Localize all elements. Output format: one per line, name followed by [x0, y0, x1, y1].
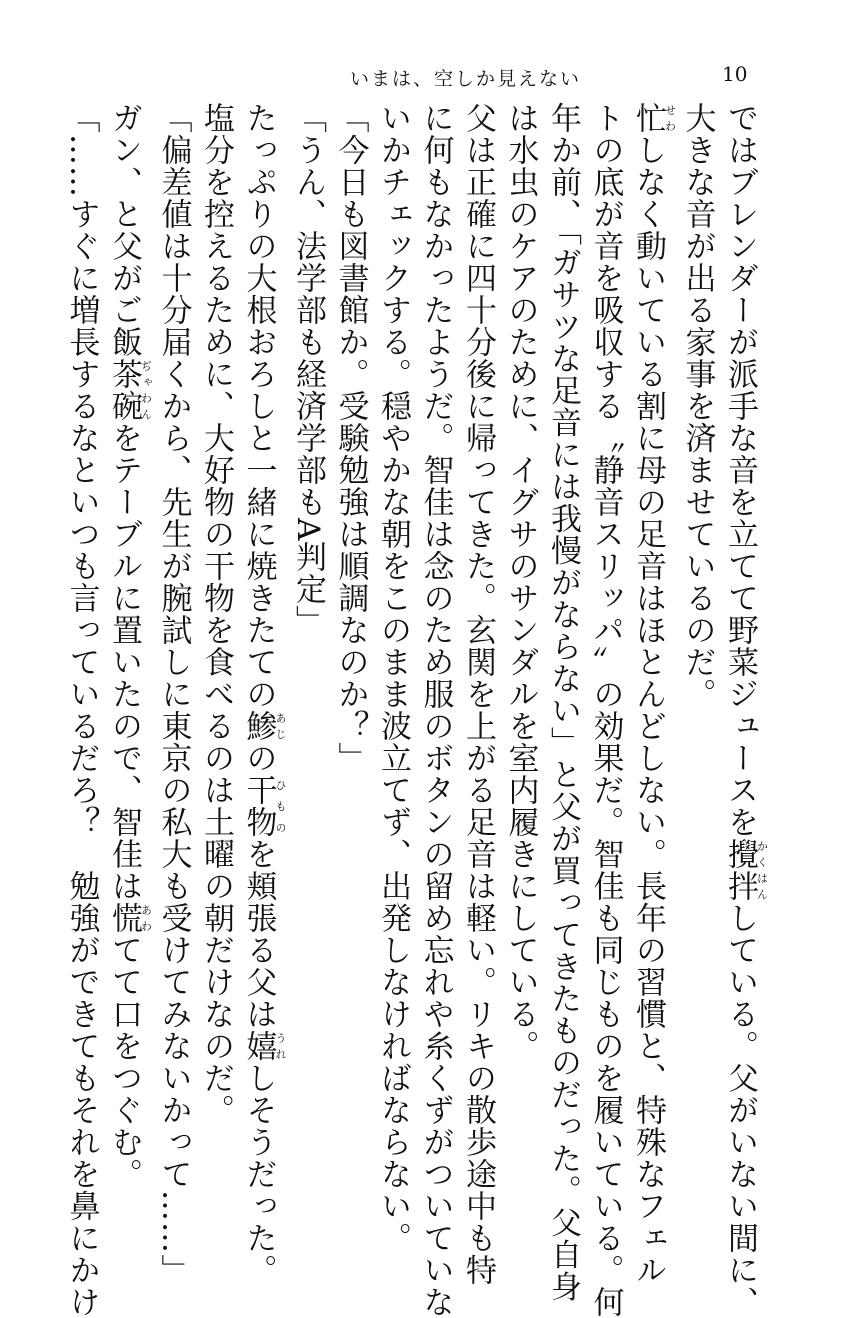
text-segment: している。父がいない間に、: [722, 902, 758, 1318]
text-segment: 大きな音が出る家事を済ませているのだ。: [679, 102, 716, 710]
furigana: かくはん: [755, 838, 769, 902]
text-segment: 「偏差値は十分届くから、先生が腕試しに東京の私大も受けてみないかって……」: [155, 102, 192, 1286]
text-segment: 「今日も図書館か。受験勉強は順調なのか？」: [332, 102, 369, 774]
text-segment: ではブレンダーが派手な音を立てて野菜ジュースを: [722, 102, 758, 838]
text-line: [103, 102, 153, 1190]
text-segment: 父は正確に四十分後に帰ってきた。玄関を上がる足音は軽い。リキの散歩途中も特: [460, 102, 496, 1286]
text-segment: 「……すぐに増長するなといつも言っているだろ？ 勉強ができてもそれを鼻にかけ: [63, 102, 100, 1318]
ruby-annotated-word: [106, 358, 153, 422]
text-segment: 塩分を控えるために、大好物の干物を食べるのは土曜の朝だけなのだ。: [198, 102, 234, 1126]
furigana: あじ: [274, 710, 287, 742]
text-line: [627, 102, 677, 1286]
text-line: [372, 102, 415, 1254]
furigana: うれ: [274, 1030, 287, 1062]
text-line: [60, 102, 103, 1318]
ruby-annotated-word: [722, 838, 769, 902]
furigana: あわ: [139, 902, 153, 934]
ruby-base: 鯵: [240, 710, 277, 742]
text-line: [329, 102, 372, 1162]
ruby-annotated-word: [240, 1030, 287, 1062]
text-segment: トの底が音を吸収する〝静音スリッパ〟の効果だ。智佳も同じものを履いている。何: [587, 102, 624, 1318]
text-segment: をテーブルに置いたので、智佳は: [106, 422, 142, 902]
ruby-base: 忙: [630, 102, 666, 134]
text-line: [414, 102, 457, 1318]
body-text: [60, 102, 769, 1318]
text-line: [676, 102, 719, 1162]
text-line: [584, 102, 627, 1318]
text-segment: に何もなかったようだ。智佳は念のため服のボタンの留め忘れや糸くずがついていな: [417, 102, 454, 1318]
text-segment: いかチェックする。穏やかな朝をこのまま波立てず、出発しなければならない。: [375, 102, 411, 1254]
text-line: [499, 102, 542, 1162]
text-segment: しなく動いている割に母の足音はほとんどしない。長年の習慣と、特殊なフェル: [630, 134, 666, 1286]
text-segment: 「うん、法学部も経済学部もA判定」: [290, 102, 326, 638]
text-segment: ガン、と父がご飯: [106, 102, 142, 358]
text-segment: たっぷりの大根おろしと一緒に焼きたての: [240, 102, 277, 710]
ruby-annotated-word: [240, 774, 287, 838]
ruby-annotated-word: [240, 710, 287, 742]
ruby-base: 干物: [240, 774, 277, 838]
furigana: ひもの: [274, 774, 287, 838]
text-segment: の: [240, 742, 277, 774]
text-line: [237, 102, 287, 1286]
text-line: [152, 102, 195, 1286]
ruby-annotated-word: [630, 102, 677, 134]
ruby-base: 嬉: [240, 1030, 277, 1062]
text-line: [457, 102, 500, 1286]
text-line: [195, 102, 238, 1162]
ruby-base: 攪拌: [722, 838, 758, 902]
text-segment: 年か前、「ガサツな足音には我慢がならない」と父が買ってきたものだった。父自身: [545, 102, 581, 1303]
text-segment: しそうだった。: [240, 1062, 277, 1286]
ruby-base: 慌: [106, 902, 142, 934]
ruby-annotated-word: [106, 902, 153, 934]
furigana: せわ: [663, 102, 677, 134]
page-number: 10: [722, 62, 748, 86]
text-segment: てて口をつぐむ。: [106, 934, 142, 1190]
text-line: [542, 102, 585, 1303]
furigana: ぢゃわん: [139, 358, 153, 422]
text-segment: を頬張る父は: [240, 838, 277, 1030]
ruby-base: 茶碗: [106, 358, 142, 422]
text-line: [287, 102, 330, 1162]
text-segment: は水虫のケアのために、イグサのサンダルを室内履きにしている。: [502, 102, 539, 1062]
running-head-title: いまは、空しか見えない: [350, 68, 582, 90]
text-line: [719, 102, 769, 1318]
